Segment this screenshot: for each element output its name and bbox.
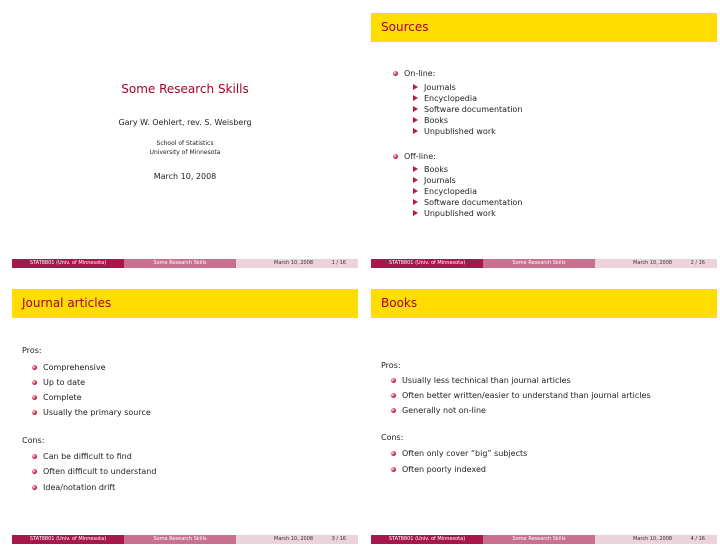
triangle-bullet-icon xyxy=(413,199,418,205)
author: Gary W. Oehlert, rev. S. Weisberg xyxy=(118,118,252,127)
slide-title-bar xyxy=(12,289,358,318)
triangle-bullet-icon xyxy=(413,106,418,112)
list-item: Software documentation xyxy=(413,198,522,207)
footer-title: Some Research Skills xyxy=(153,260,207,266)
footer-title: Some Research Skills xyxy=(512,536,566,542)
list-item: Books xyxy=(413,116,448,125)
footer-course: STAT8801 (Univ. of Minnesota) xyxy=(29,260,107,266)
list-item: Unpublished work xyxy=(413,127,496,136)
bullet-icon xyxy=(32,454,37,459)
slide-2 xyxy=(371,4,717,268)
list-item: Software documentation xyxy=(413,105,522,114)
list-item: Usually less technical than journal articles xyxy=(391,376,571,385)
page-number: 1 / 16 xyxy=(331,260,346,266)
triangle-bullet-icon xyxy=(413,117,418,123)
bullet-icon xyxy=(391,393,396,398)
triangle-bullet-icon xyxy=(413,84,418,90)
bullet-icon xyxy=(391,378,396,383)
institution-line-2: University of Minnesota xyxy=(149,149,221,156)
footer-date: March 10, 2008 xyxy=(633,536,673,542)
list-item: Often poorly indexed xyxy=(391,465,486,474)
list-item: Usually the primary source xyxy=(32,408,151,417)
footer-date: March 10, 2008 xyxy=(274,260,314,266)
page-number: 4 / 16 xyxy=(690,536,705,542)
bullet-icon xyxy=(32,365,37,370)
list-item: Often only cover “big” subjects xyxy=(391,449,527,458)
slide-footer xyxy=(12,535,358,544)
slide-4 xyxy=(371,280,717,544)
institution-line-1: School of Statistics xyxy=(156,140,214,147)
bullet-icon xyxy=(393,154,398,159)
bullet-icon xyxy=(391,451,396,456)
bullet-icon xyxy=(391,408,396,413)
page-number: 2 / 16 xyxy=(690,260,705,266)
bullet-icon xyxy=(32,485,37,490)
list-item: Up to date xyxy=(32,378,85,387)
footer-title: Some Research Skills xyxy=(153,536,207,542)
list-item: Often better written/easier to understand than journal articles xyxy=(391,391,651,400)
cons-label: Cons: xyxy=(381,433,404,442)
bullet-icon xyxy=(32,395,37,400)
bullet-icon xyxy=(393,71,398,76)
pros-label: Pros: xyxy=(22,346,42,355)
slide-title: Books xyxy=(381,296,418,310)
list-item: Journals xyxy=(413,83,456,92)
footer-date: March 10, 2008 xyxy=(633,260,673,266)
slide-footer xyxy=(371,259,717,268)
bullet-icon xyxy=(391,467,396,472)
triangle-bullet-icon xyxy=(413,128,418,134)
presentation-title: Some Research Skills xyxy=(121,82,249,96)
list-item: On-line: xyxy=(393,69,435,78)
pros-label: Pros: xyxy=(381,361,401,370)
triangle-bullet-icon xyxy=(413,166,418,172)
list-item: Off-line: xyxy=(393,152,436,161)
footer-course: STAT8801 (Univ. of Minnesota) xyxy=(388,536,466,542)
list-item: Can be difficult to find xyxy=(32,452,132,461)
list-item: Encyclopedia xyxy=(413,187,477,196)
bullet-icon xyxy=(32,380,37,385)
list-item: Often difficult to understand xyxy=(32,467,156,476)
list-item: Generally not on-line xyxy=(391,406,486,415)
list-item: Books xyxy=(413,165,448,174)
footer-title: Some Research Skills xyxy=(512,260,566,266)
slide-1 xyxy=(12,4,358,268)
list-item: Encyclopedia xyxy=(413,94,477,103)
bullet-icon xyxy=(32,410,37,415)
slide-title: Journal articles xyxy=(22,296,112,310)
triangle-bullet-icon xyxy=(413,95,418,101)
presentation-date: March 10, 2008 xyxy=(153,172,217,181)
footer-course: STAT8801 (Univ. of Minnesota) xyxy=(388,260,466,266)
slide-title-bar xyxy=(371,13,717,42)
list-item: Comprehensive xyxy=(32,363,106,372)
triangle-bullet-icon xyxy=(413,188,418,194)
footer-course: STAT8801 (Univ. of Minnesota) xyxy=(29,536,107,542)
list-item: Journals xyxy=(413,176,456,185)
footer-date: March 10, 2008 xyxy=(274,536,314,542)
slide-footer xyxy=(12,259,358,268)
slide-3 xyxy=(12,280,358,544)
slide-title-bar xyxy=(371,289,717,318)
cons-label: Cons: xyxy=(22,436,45,445)
slide-title: Sources xyxy=(381,20,429,34)
page-number: 3 / 16 xyxy=(331,536,346,542)
slide-footer xyxy=(371,535,717,544)
list-item: Unpublished work xyxy=(413,209,496,218)
triangle-bullet-icon xyxy=(413,210,418,216)
triangle-bullet-icon xyxy=(413,177,418,183)
list-item: Idea/notation drift xyxy=(32,483,115,492)
list-item: Complete xyxy=(32,393,82,402)
bullet-icon xyxy=(32,469,37,474)
